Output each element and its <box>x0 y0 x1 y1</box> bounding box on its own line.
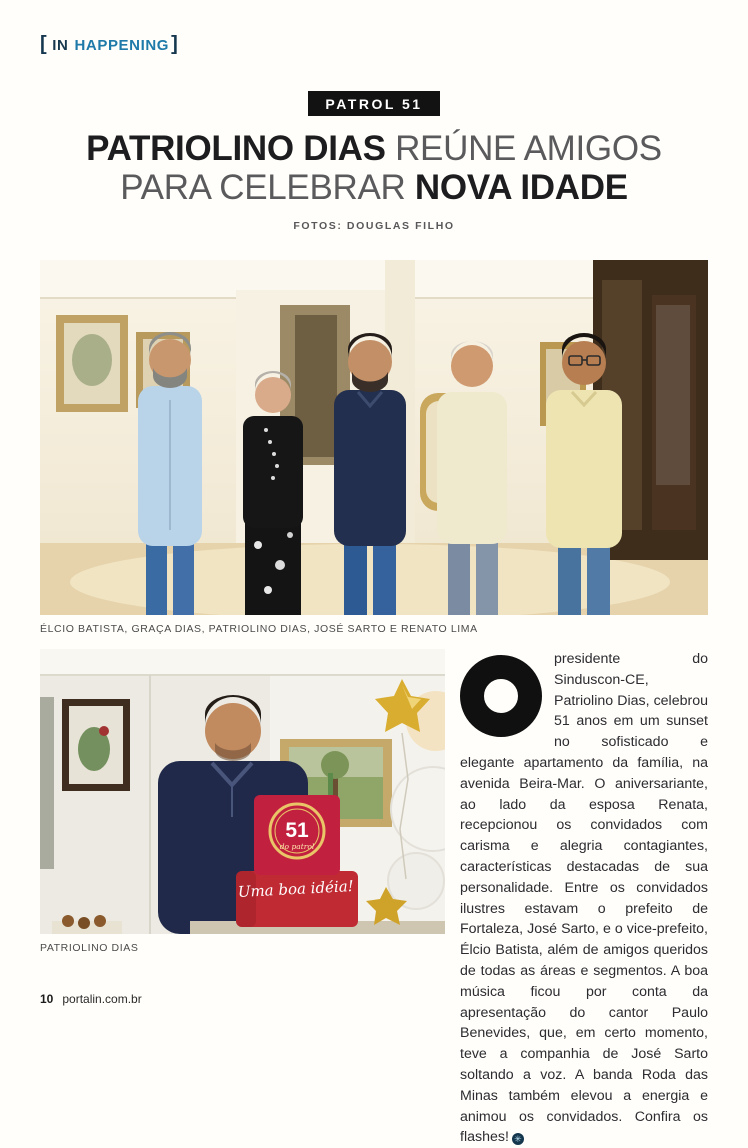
page-footer <box>40 992 142 1006</box>
page-title <box>40 129 708 207</box>
site-url: portalin.com.br <box>62 992 142 1006</box>
group-photo <box>40 260 708 615</box>
drop-cap <box>460 655 542 737</box>
cake-photo-caption: PATRIOLINO DIAS <box>40 942 139 954</box>
endmark-icon: ✳ <box>512 1133 524 1145</box>
cake-photo-illustration <box>40 649 445 934</box>
kicker-badge-row <box>40 91 708 116</box>
photo-credit: FOTOS: DOUGLAS FILHO <box>293 220 455 232</box>
cake-slogan: Uma boa idéia! <box>237 876 355 902</box>
headline-line2-light: PARA CELEBRAR <box>120 168 415 207</box>
page-number: 10 <box>40 992 54 1006</box>
bracket-open: [ <box>40 33 48 55</box>
article-body <box>460 649 708 1148</box>
headline-line1-bold: PATRIOLINO DIAS <box>86 129 386 168</box>
section-tag-in: IN <box>52 37 69 54</box>
article-text: presidente do Sinduscon-CE, Patriolino Dias, celebrou 51 anos em um sunset no sofisticado e elegante apartamento da família, na avenida Beira-Mar. O aniversariante, ao lado da esposa Renata, recepcionou os convidados com carisma e alegria contagiantes, características destacadas de sua personalidade. Entre os convidados ilustres estavam o prefeito de Fortaleza, José Sarto, e o vice-prefeito, Élcio Batista, além de amigos queridos de todas as áreas e segmentos. A boa música ficou por conta da apresentação do cantor Paulo Benevides, que, em certo momento, teve a companhia de José Sarto soltando a voz. A banda Roda das Minas também elevou a energia e animou os convidados. Confira os flashes! <box>460 651 708 1146</box>
kicker-badge: PATROL 51 <box>308 91 439 116</box>
group-photo-illustration <box>40 260 708 615</box>
headline-line2-bold: NOVA IDADE <box>414 168 628 207</box>
cake-badge-number: 51 <box>285 819 309 842</box>
section-tag-happening: HAPPENING <box>74 37 170 54</box>
section-tag <box>40 34 708 57</box>
cake-photo <box>40 649 445 934</box>
headline-line1-light: REÚNE AMIGOS <box>385 129 662 168</box>
group-photo-caption: ÉLCIO BATISTA, GRAÇA DIAS, PATRIOLINO DIAS, JOSÉ SARTO E RENATO LIMA <box>40 623 478 635</box>
cake-badge-sub: do patrol <box>279 842 315 851</box>
bracket-close: ] <box>171 33 179 55</box>
